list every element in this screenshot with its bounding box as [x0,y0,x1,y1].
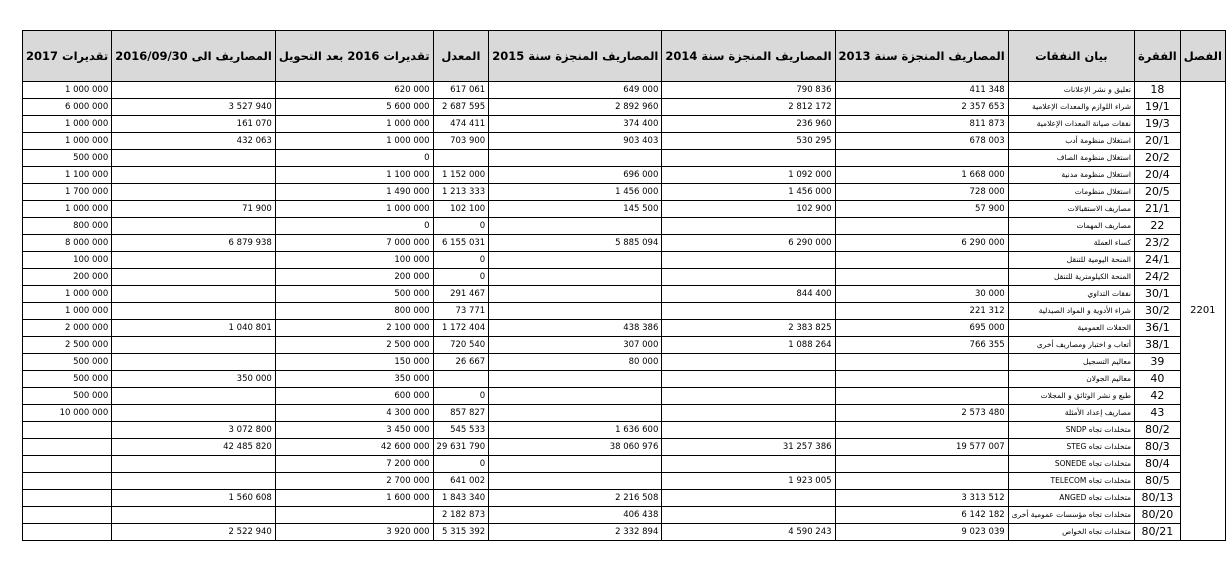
cell-description: طبع و نشر الوثائق و المجلات [1008,388,1134,405]
cell-exp-2013 [835,218,1008,235]
cell-average: 641 002 [433,473,489,490]
cell-item: 38/1 [1134,337,1180,354]
cell-description: مصاريف الاستقبالات [1008,201,1134,218]
cell-average: 617 061 [433,82,489,99]
cell-est-2016: 200 000 [275,269,433,286]
cell-average: 545 533 [433,422,489,439]
cell-item: 40 [1134,371,1180,388]
cell-exp-2013: 1 668 000 [835,167,1008,184]
cell-exp-2015 [489,252,662,269]
cell-exp-sep2016 [112,184,276,201]
table-row [23,320,1226,337]
cell-description: كساء العملة [1008,235,1134,252]
cell-exp-sep2016 [112,218,276,235]
table-row [23,507,1226,524]
cell-est-2017: 1 700 000 [23,184,112,201]
cell-exp-2014: 530 295 [662,133,835,150]
cell-exp-2015 [489,269,662,286]
cell-est-2017 [23,473,112,490]
table-row [23,490,1226,507]
table-body [23,82,1226,541]
cell-exp-2014: 844 400 [662,286,835,303]
cell-item: 80/4 [1134,456,1180,473]
cell-exp-2014: 102 900 [662,201,835,218]
cell-average: 474 411 [433,116,489,133]
cell-exp-sep2016: 42 485 820 [112,439,276,456]
cell-est-2017: 500 000 [23,388,112,405]
cell-est-2017: 1 000 000 [23,116,112,133]
cell-est-2016: 2 700 000 [275,473,433,490]
cell-average: 0 [433,456,489,473]
table-row [23,201,1226,218]
cell-exp-2015: 903 403 [489,133,662,150]
cell-exp-sep2016: 3 072 800 [112,422,276,439]
table-row [23,150,1226,167]
cell-description: معاليم الجولان [1008,371,1134,388]
cell-exp-2014 [662,218,835,235]
header-est-2017: تقديرات 2017 [23,31,112,82]
cell-item: 18 [1134,82,1180,99]
cell-exp-2013: 3 313 512 [835,490,1008,507]
cell-item: 20/2 [1134,150,1180,167]
cell-exp-2015: 2 892 960 [489,99,662,116]
cell-description: متخلدات تجاه SONEDE [1008,456,1134,473]
cell-average [433,150,489,167]
cell-description: نفقات صيانة المعدات الإعلامية [1008,116,1134,133]
cell-description: مصاريف المهمات [1008,218,1134,235]
cell-description: المنحة اليومية للتنقل [1008,252,1134,269]
cell-exp-2013: 2 357 653 [835,99,1008,116]
cell-exp-sep2016: 71 900 [112,201,276,218]
cell-exp-2015: 145 500 [489,201,662,218]
cell-description: متخلدات تجاه STEG [1008,439,1134,456]
cell-description: مصاريف إعداد الأمثلة [1008,405,1134,422]
cell-exp-2013: 811 873 [835,116,1008,133]
cell-est-2016: 620 000 [275,82,433,99]
cell-exp-2015: 696 000 [489,167,662,184]
cell-exp-sep2016 [112,337,276,354]
cell-description: أتعاب و اختبار ومصاريف أخرى [1008,337,1134,354]
cell-average: 0 [433,218,489,235]
cell-exp-2014 [662,456,835,473]
cell-description: متخلدات تجاه الخواص [1008,524,1134,541]
cell-est-2017 [23,439,112,456]
cell-exp-sep2016: 432 063 [112,133,276,150]
header-exp-2013: المصاريف المنجزة سنة 2013 [835,31,1008,82]
cell-est-2017: 100 000 [23,252,112,269]
cell-exp-2014 [662,388,835,405]
cell-exp-sep2016 [112,388,276,405]
cell-average: 0 [433,269,489,286]
cell-exp-2014 [662,507,835,524]
cell-exp-2013: 695 000 [835,320,1008,337]
cell-item: 22 [1134,218,1180,235]
cell-est-2016: 800 000 [275,303,433,320]
cell-exp-2013: 411 348 [835,82,1008,99]
cell-exp-sep2016: 2 522 940 [112,524,276,541]
cell-exp-sep2016 [112,473,276,490]
cell-exp-sep2016 [112,456,276,473]
cell-average: 1 213 333 [433,184,489,201]
cell-est-2016: 7 200 000 [275,456,433,473]
cell-exp-sep2016 [112,167,276,184]
cell-exp-2013 [835,456,1008,473]
cell-exp-2014: 1 456 000 [662,184,835,201]
cell-exp-2014 [662,252,835,269]
cell-est-2016: 1 490 000 [275,184,433,201]
cell-est-2017: 1 000 000 [23,303,112,320]
cell-exp-2014 [662,303,835,320]
cell-exp-2015 [489,303,662,320]
cell-exp-2013: 221 312 [835,303,1008,320]
cell-description: تعليق و نشر الإعلانات [1008,82,1134,99]
cell-description: استغلال منظومة أدب [1008,133,1134,150]
cell-item: 20/4 [1134,167,1180,184]
header-chapter: الفصل [1180,31,1225,82]
table-row [23,422,1226,439]
cell-est-2017 [23,507,112,524]
cell-item: 80/13 [1134,490,1180,507]
cell-item: 23/2 [1134,235,1180,252]
cell-exp-sep2016: 1 560 608 [112,490,276,507]
cell-item: 39 [1134,354,1180,371]
cell-exp-2013: 6 142 182 [835,507,1008,524]
table-row [23,133,1226,150]
cell-description: استغلال منظومة مدنية [1008,167,1134,184]
cell-exp-sep2016 [112,82,276,99]
cell-est-2017: 1 000 000 [23,201,112,218]
cell-exp-2013 [835,269,1008,286]
cell-description: استغلال منظومات [1008,184,1134,201]
cell-exp-2014: 2 812 172 [662,99,835,116]
cell-average: 2 687 595 [433,99,489,116]
cell-est-2017 [23,456,112,473]
table-row [23,116,1226,133]
cell-est-2016: 350 000 [275,371,433,388]
cell-average: 29 631 790 [433,439,489,456]
cell-exp-2013 [835,354,1008,371]
table-row [23,524,1226,541]
table-row [23,167,1226,184]
cell-description: متخلدات تجاه TELECOM [1008,473,1134,490]
cell-est-2016: 3 450 000 [275,422,433,439]
cell-average: 102 100 [433,201,489,218]
table-row [23,235,1226,252]
cell-exp-2013 [835,150,1008,167]
table-row [23,99,1226,116]
cell-description: متخلدات تجاه SNDP [1008,422,1134,439]
cell-exp-sep2016 [112,286,276,303]
cell-exp-2013: 728 000 [835,184,1008,201]
cell-exp-sep2016: 1 040 801 [112,320,276,337]
cell-item: 19/3 [1134,116,1180,133]
header-exp-2014: المصاريف المنجزة سنة 2014 [662,31,835,82]
cell-exp-2015: 1 636 600 [489,422,662,439]
cell-exp-2015 [489,150,662,167]
header-row [23,31,1226,82]
cell-exp-2013: 57 900 [835,201,1008,218]
table-row [23,252,1226,269]
cell-exp-2013: 9 023 039 [835,524,1008,541]
cell-exp-2013: 2 573 480 [835,405,1008,422]
cell-average: 1 152 000 [433,167,489,184]
cell-exp-2014: 2 383 825 [662,320,835,337]
cell-exp-2014 [662,490,835,507]
cell-exp-2015 [489,388,662,405]
header-exp-sep2016: المصاريف الى 2016/09/30 [112,31,276,82]
cell-est-2016: 600 000 [275,388,433,405]
cell-item: 21/1 [1134,201,1180,218]
header-item: الفقرة [1134,31,1180,82]
table-row [23,439,1226,456]
cell-exp-2014 [662,422,835,439]
cell-est-2017: 800 000 [23,218,112,235]
cell-exp-2014 [662,354,835,371]
cell-exp-2013 [835,371,1008,388]
cell-item: 43 [1134,405,1180,422]
cell-est-2016: 7 000 000 [275,235,433,252]
cell-item: 80/5 [1134,473,1180,490]
table-row [23,354,1226,371]
cell-est-2017: 1 000 000 [23,82,112,99]
cell-est-2016 [275,507,433,524]
cell-average: 5 315 392 [433,524,489,541]
cell-item: 80/20 [1134,507,1180,524]
table-row [23,371,1226,388]
cell-exp-2013: 6 290 000 [835,235,1008,252]
cell-average: 1 843 340 [433,490,489,507]
cell-exp-2013: 19 577 007 [835,439,1008,456]
cell-exp-sep2016: 161 070 [112,116,276,133]
cell-exp-sep2016 [112,354,276,371]
cell-exp-2015 [489,371,662,388]
cell-exp-2014: 236 960 [662,116,835,133]
header-average: المعدل [433,31,489,82]
cell-exp-sep2016 [112,269,276,286]
header-est-2016: تقديرات 2016 بعد التحويل [275,31,433,82]
cell-average: 1 172 404 [433,320,489,337]
cell-exp-sep2016: 350 000 [112,371,276,388]
cell-est-2017: 6 000 000 [23,99,112,116]
cell-est-2016: 2 500 000 [275,337,433,354]
cell-est-2016: 150 000 [275,354,433,371]
cell-item: 20/1 [1134,133,1180,150]
cell-item: 80/2 [1134,422,1180,439]
cell-exp-2014 [662,371,835,388]
table-row [23,337,1226,354]
cell-exp-2014 [662,269,835,286]
cell-est-2017 [23,422,112,439]
cell-est-2016: 100 000 [275,252,433,269]
cell-est-2016: 2 100 000 [275,320,433,337]
cell-exp-2013 [835,388,1008,405]
cell-est-2016: 0 [275,150,433,167]
cell-est-2017: 200 000 [23,269,112,286]
cell-est-2017 [23,524,112,541]
cell-exp-2015: 374 400 [489,116,662,133]
cell-item: 30/1 [1134,286,1180,303]
cell-description: شراء الأدوية و المواد الصيدلية [1008,303,1134,320]
cell-exp-2015 [489,456,662,473]
cell-description: الحفلات العمومية [1008,320,1134,337]
cell-est-2016: 1 000 000 [275,201,433,218]
cell-exp-2015: 406 438 [489,507,662,524]
cell-item: 80/3 [1134,439,1180,456]
table-row [23,184,1226,201]
cell-exp-2014: 4 590 243 [662,524,835,541]
cell-est-2016: 3 920 000 [275,524,433,541]
cell-est-2016: 1 100 000 [275,167,433,184]
cell-exp-2013 [835,252,1008,269]
cell-exp-2014 [662,405,835,422]
cell-est-2016: 1 000 000 [275,133,433,150]
cell-item: 80/21 [1134,524,1180,541]
cell-exp-2015: 2 216 508 [489,490,662,507]
cell-average: 73 771 [433,303,489,320]
cell-exp-sep2016: 6 879 938 [112,235,276,252]
cell-average: 703 900 [433,133,489,150]
cell-description: متخلدات تجاه مؤسسات عمومية أخرى [1008,507,1134,524]
table-row [23,405,1226,422]
cell-est-2016: 1 600 000 [275,490,433,507]
cell-description: شراء اللوازم والمعدات الإعلامية [1008,99,1134,116]
cell-est-2017: 2 000 000 [23,320,112,337]
cell-est-2016: 1 000 000 [275,116,433,133]
cell-average: 2 182 873 [433,507,489,524]
header-exp-2015: المصاريف المنجزة سنة 2015 [489,31,662,82]
cell-description: استغلال منظومة الصاف [1008,150,1134,167]
table-row [23,218,1226,235]
cell-est-2017: 500 000 [23,354,112,371]
cell-exp-2014: 6 290 000 [662,235,835,252]
cell-exp-2013 [835,422,1008,439]
cell-average: 857 827 [433,405,489,422]
cell-item: 36/1 [1134,320,1180,337]
cell-est-2016: 0 [275,218,433,235]
cell-est-2017: 1 100 000 [23,167,112,184]
cell-exp-2013: 30 000 [835,286,1008,303]
cell-item: 20/5 [1134,184,1180,201]
cell-exp-sep2016 [112,507,276,524]
cell-exp-2015: 1 456 000 [489,184,662,201]
cell-exp-2013: 678 003 [835,133,1008,150]
cell-exp-sep2016: 3 527 940 [112,99,276,116]
cell-exp-2014: 1 092 000 [662,167,835,184]
cell-est-2017 [23,490,112,507]
cell-exp-2013 [835,473,1008,490]
cell-description: معاليم التسجيل [1008,354,1134,371]
cell-average [433,371,489,388]
cell-average: 0 [433,388,489,405]
table-row [23,269,1226,286]
cell-est-2017: 8 000 000 [23,235,112,252]
cell-average: 291 467 [433,286,489,303]
cell-exp-2014: 31 257 386 [662,439,835,456]
table-row [23,82,1226,99]
table-row [23,388,1226,405]
cell-exp-2014: 1 088 264 [662,337,835,354]
cell-est-2016: 42 600 000 [275,439,433,456]
cell-est-2017: 2 500 000 [23,337,112,354]
cell-item: 42 [1134,388,1180,405]
cell-exp-2015 [489,218,662,235]
cell-est-2016: 500 000 [275,286,433,303]
cell-description: نفقات التداوي [1008,286,1134,303]
cell-est-2017: 1 000 000 [23,286,112,303]
cell-exp-sep2016 [112,150,276,167]
cell-average: 720 540 [433,337,489,354]
cell-est-2016: 5 600 000 [275,99,433,116]
cell-est-2017: 500 000 [23,371,112,388]
cell-exp-2015: 307 000 [489,337,662,354]
cell-est-2017: 10 000 000 [23,405,112,422]
header-description: بيان النفقات [1008,31,1134,82]
cell-exp-sep2016 [112,405,276,422]
cell-exp-2015 [489,286,662,303]
cell-exp-sep2016 [112,252,276,269]
budget-table [22,30,1226,541]
table-row [23,456,1226,473]
cell-exp-2014 [662,150,835,167]
cell-average: 6 155 031 [433,235,489,252]
cell-exp-2014: 790 836 [662,82,835,99]
cell-est-2017: 500 000 [23,150,112,167]
cell-exp-2015: 38 060 976 [489,439,662,456]
cell-exp-2014: 1 923 005 [662,473,835,490]
cell-est-2017: 1 000 000 [23,133,112,150]
cell-exp-2015: 80 000 [489,354,662,371]
table-row [23,286,1226,303]
cell-exp-2015 [489,405,662,422]
cell-exp-2015 [489,473,662,490]
cell-average: 0 [433,252,489,269]
cell-description: المنحة الكيلومترية للتنقل [1008,269,1134,286]
cell-est-2016: 4 300 000 [275,405,433,422]
cell-item: 24/2 [1134,269,1180,286]
cell-exp-sep2016 [112,303,276,320]
cell-item: 24/1 [1134,252,1180,269]
table-row [23,473,1226,490]
cell-exp-2015: 2 332 894 [489,524,662,541]
cell-item: 30/2 [1134,303,1180,320]
table-row [23,303,1226,320]
cell-description: متخلدات تجاه ANGED [1008,490,1134,507]
cell-exp-2015: 5 885 094 [489,235,662,252]
cell-exp-2015: 649 000 [489,82,662,99]
cell-item: 19/1 [1134,99,1180,116]
cell-average: 26 667 [433,354,489,371]
cell-exp-2013: 766 355 [835,337,1008,354]
cell-chapter: 2201 [1180,82,1225,541]
cell-exp-2015: 438 386 [489,320,662,337]
